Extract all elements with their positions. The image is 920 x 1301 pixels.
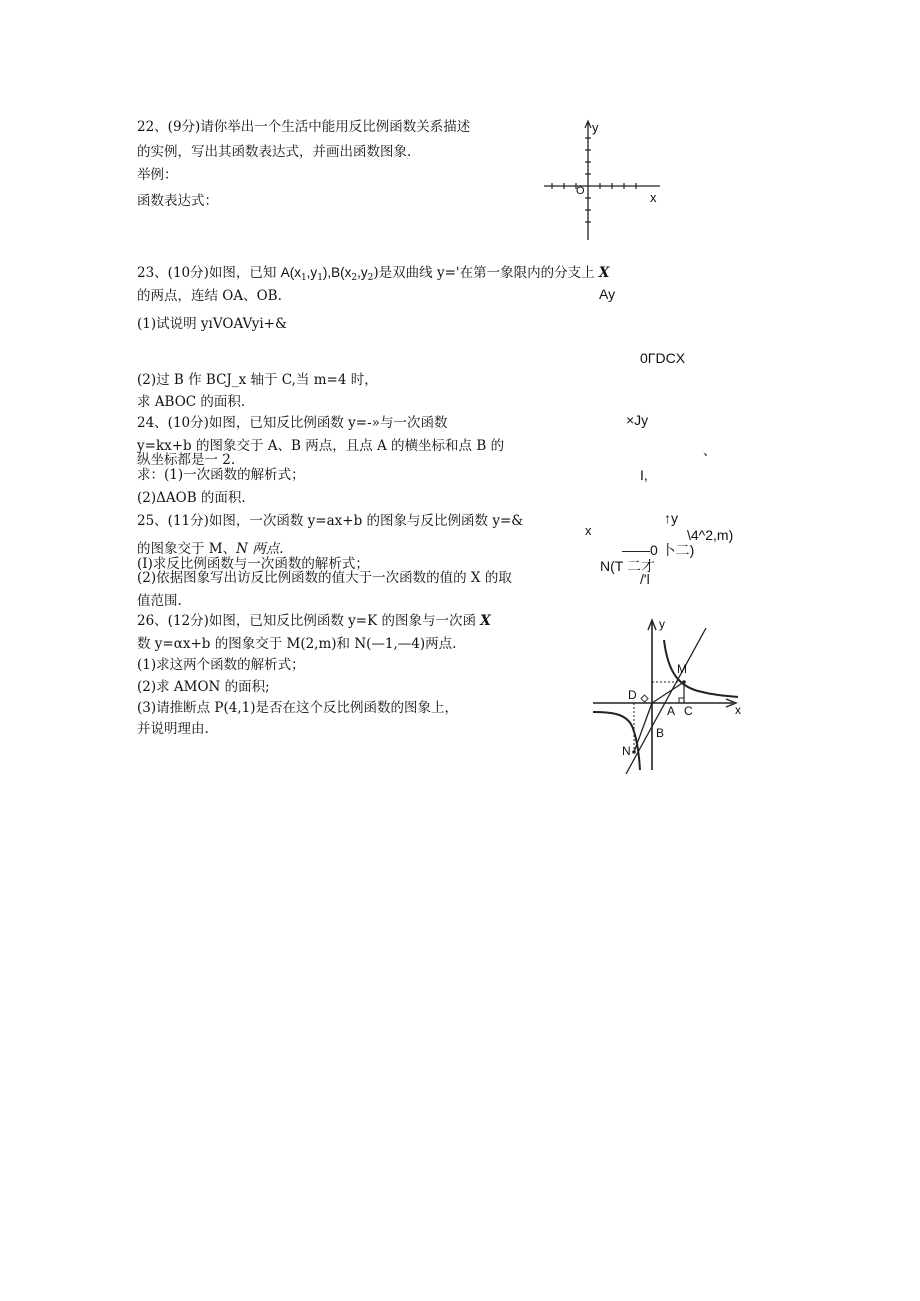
q25-line3: (I)求反比例函数与一次函数的解析式； xyxy=(137,556,369,572)
q23-line1-c: ,y xyxy=(306,265,318,280)
q23-line3: (1)试说明 yıVOAVyi+& xyxy=(137,316,287,332)
q25-fig-up: ↑y xyxy=(664,510,678,526)
q26-fig-b: B xyxy=(656,726,665,740)
q25-fig-n: N(T 二才 xyxy=(600,558,655,574)
q26-graph-figure xyxy=(588,614,753,774)
q23-line1-d: ),B(x xyxy=(322,265,352,280)
q22-example-label: 举例： xyxy=(137,167,178,183)
q23-sub3: 2 xyxy=(351,273,358,283)
q23-line5: 求 ABOC 的面积. xyxy=(137,394,246,410)
q26-fig-m: M xyxy=(677,662,687,676)
q25-fig-m: \4^2,m) xyxy=(687,527,734,543)
q23-line4: (2)过 B 作 BCJ_x 轴于 C,当 m=4 时， xyxy=(137,372,378,388)
q23-sub4: 2 xyxy=(367,273,374,283)
q24-line5: (2)ΔAOB 的面积. xyxy=(137,490,246,506)
q22-y-label: y xyxy=(592,120,599,135)
q26-line1-b: X xyxy=(480,613,491,629)
q22-line1: 22、(9分)请你举出一个生活中能用反比例函数关系描述 xyxy=(137,119,471,135)
q26-fig-y: y xyxy=(659,617,665,631)
q25-line2-a: 的图象交于 M、 xyxy=(137,541,237,557)
q23-line2: 的两点，连结 OA、OB. xyxy=(137,288,282,304)
q23-fig-label-a: Ay xyxy=(599,286,616,302)
q23-line1-a: 23、(10分)如图，已知 xyxy=(137,265,277,281)
q22-coordinate-axes xyxy=(540,118,670,243)
q26-line1 xyxy=(137,612,491,630)
q23-line1-f: )是双曲线 y='在第一象限内的分支上 xyxy=(373,265,595,281)
q23-line1 xyxy=(137,264,609,287)
q22-origin-label: O xyxy=(576,185,585,197)
q25-fig-i: /'l xyxy=(640,571,650,587)
q23-sub2: 1 xyxy=(317,273,323,283)
q23-line1-e: ,y xyxy=(357,265,368,280)
q26-fig-c: C xyxy=(684,704,693,718)
q26-line2: 数 y=αx+b 的图象交于 M(2,m)和 N(—1,—4)两点. xyxy=(137,636,457,652)
q25-line5: 值范围. xyxy=(137,593,182,609)
q25-fig-o: ——0 卜二) xyxy=(622,542,695,558)
q24-line4: 求：(1)一次函数的解析式； xyxy=(137,467,305,483)
q25-line4: (2)依据图象写出访反比例函数的值大于一次函数的值的 X 的取 xyxy=(137,570,512,586)
q26-line1-a: 26、(12分)如图，已知反比例函数 y=K 的图象与一次函 xyxy=(137,613,476,629)
q22-line2: 的实例，写出其函数表达式，并画出函数图象. xyxy=(137,144,412,160)
q26-segment-on xyxy=(634,703,652,752)
q26-line3: (1)求这两个函数的解析式； xyxy=(137,657,305,673)
q25-line1: 25、(11分)如图，一次函数 y=ax+b 的图象与反比例函数 y=& xyxy=(137,513,524,529)
q22-expression-label: 函数表达式： xyxy=(137,193,218,209)
q26-fig-d: D xyxy=(628,688,637,702)
q24-line1: 24、(10分)如图，已知反比例函数 y=-»与一次函数 xyxy=(137,415,448,431)
q24-fig-label-a: ×Jy xyxy=(626,412,649,428)
q23-sub1: 1 xyxy=(300,273,307,283)
q22-x-label: x xyxy=(650,190,657,205)
q26-fig-x: x xyxy=(735,703,741,717)
q24-line2: y=kx+b 的图象交于 A、B 两点，且点 A 的横坐标和点 B 的 xyxy=(137,438,505,454)
q24-fig-label-c: I, xyxy=(640,467,648,483)
q26-fig-n: N xyxy=(622,744,631,758)
q24-fig-label-b: 、 xyxy=(703,443,717,458)
q25-line2-b: N 两点. xyxy=(236,541,284,557)
q26-line4: (2)求 AMON 的面积; xyxy=(137,679,270,695)
q26-line5: (3)请推断点 P(4,1)是否在这个反比例函数的图象上， xyxy=(137,700,459,716)
q23-line1-b: A(x xyxy=(280,265,301,280)
q26-fig-a: A xyxy=(667,704,676,718)
q23-line1-g: X xyxy=(598,265,610,281)
q24-line3: 纵坐标都是一 2. xyxy=(137,452,236,468)
q25-fig-x: x xyxy=(585,523,592,538)
q26-line6: 并说明理由. xyxy=(137,721,209,737)
q23-fig-label-b: 0ΓDCX xyxy=(640,350,686,366)
